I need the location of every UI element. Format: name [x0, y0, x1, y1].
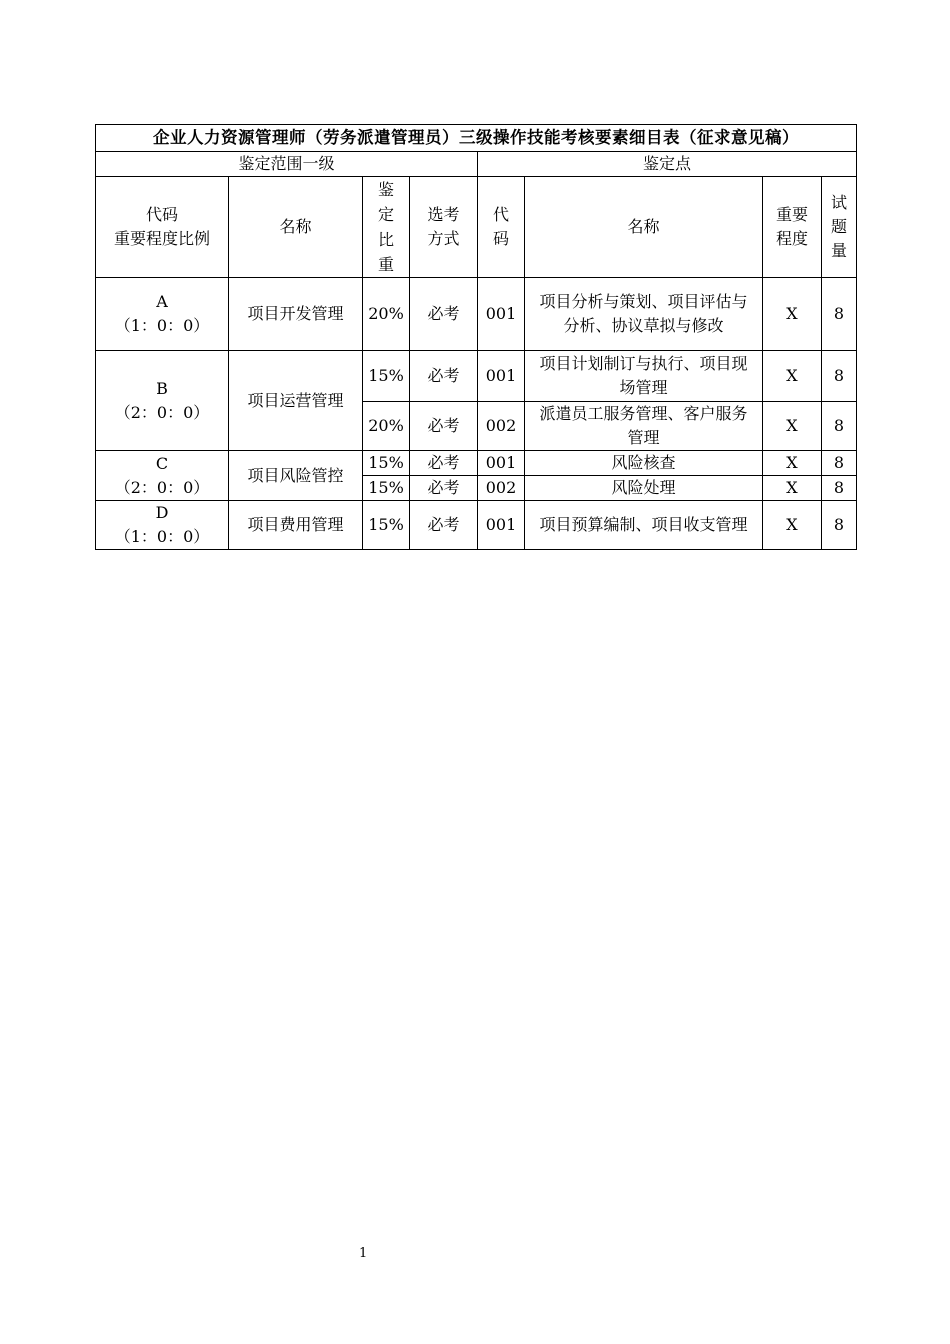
- header-weight: [363, 177, 410, 278]
- row-point-code: 001: [478, 451, 525, 476]
- row-name: 项目风险管控: [229, 451, 363, 501]
- table-row: [96, 501, 857, 550]
- row-point-name: 项目预算编制、项目收支管理: [525, 501, 763, 550]
- row-exam-mode: 必考: [410, 402, 478, 451]
- row-point-code: 001: [478, 501, 525, 550]
- row-question-count: 8: [822, 451, 857, 476]
- row-point-name: 项目分析与策划、项目评估与分析、协议草拟与修改: [525, 278, 763, 351]
- row-code: A: [156, 292, 168, 311]
- row-name: 项目开发管理: [229, 278, 363, 351]
- row-point-name: 风险处理: [525, 476, 763, 501]
- row-point-code: 001: [478, 351, 525, 402]
- header-importance-line: 重要: [775, 205, 808, 224]
- row-weight: 20%: [363, 402, 410, 451]
- header-questions-char: 试: [830, 193, 847, 212]
- table-title: 企业人力资源管理师（劳务派遣管理员）三级操作技能考核要素细目表（征求意见稿）: [96, 125, 857, 152]
- header-weight-char: 鉴: [377, 180, 394, 199]
- header-point-code: [478, 177, 525, 278]
- header-point-code-char: 代: [492, 205, 509, 224]
- row-name: 项目费用管理: [229, 501, 363, 550]
- header-point-name: 名称: [525, 177, 763, 278]
- header-weight-char: 比: [377, 230, 394, 249]
- header-question-count: [822, 177, 857, 278]
- section-points-header: 鉴定点: [478, 152, 857, 177]
- header-ratio-label: 重要程度比例: [113, 229, 210, 248]
- row-code-cell: [96, 278, 229, 351]
- row-code-cell: [96, 501, 229, 550]
- row-code: C: [155, 453, 169, 473]
- row-name: 项目运营管理: [229, 351, 363, 451]
- row-ratio: （2：0：0）: [114, 402, 210, 422]
- table-row: [96, 278, 857, 351]
- row-importance: X: [763, 476, 822, 501]
- row-ratio: （1：0：0）: [114, 316, 210, 335]
- header-questions-char: 量: [830, 241, 847, 260]
- row-point-code: 001: [478, 278, 525, 351]
- row-ratio: （2：0：0）: [114, 477, 210, 497]
- row-exam-mode: 必考: [410, 476, 478, 501]
- row-exam-mode: 必考: [410, 278, 478, 351]
- row-importance: X: [763, 351, 822, 402]
- row-weight: 15%: [363, 476, 410, 501]
- row-point-name: 风险核查: [525, 451, 763, 476]
- header-name: 名称: [229, 177, 363, 278]
- section-scope-header: 鉴定范围一级: [96, 152, 478, 177]
- row-code: B: [156, 378, 168, 398]
- row-exam-mode: 必考: [410, 351, 478, 402]
- row-exam-mode: 必考: [410, 501, 478, 550]
- table-row: [96, 451, 857, 476]
- header-point-code-char: 码: [492, 229, 509, 248]
- row-importance: X: [763, 402, 822, 451]
- header-code-label: 代码: [145, 205, 178, 224]
- row-code-cell: [96, 451, 229, 501]
- row-point-code: 002: [478, 476, 525, 501]
- row-weight: 15%: [363, 451, 410, 476]
- row-point-name: 派遣员工服务管理、客户服务管理: [525, 402, 763, 451]
- assessment-table: [95, 124, 857, 550]
- header-exam-line: 选考: [427, 205, 460, 224]
- table-row: [96, 351, 857, 402]
- header-questions-char: 题: [830, 217, 847, 236]
- row-code: D: [155, 503, 169, 522]
- header-importance: [763, 177, 822, 278]
- row-exam-mode: 必考: [410, 451, 478, 476]
- header-weight-char: 重: [377, 255, 394, 274]
- row-code-cell: [96, 351, 229, 451]
- row-question-count: 8: [822, 501, 857, 550]
- header-weight-char: 定: [377, 205, 394, 224]
- header-exam-mode: [410, 177, 478, 278]
- row-question-count: 8: [822, 476, 857, 501]
- row-weight: 20%: [363, 278, 410, 351]
- row-weight: 15%: [363, 501, 410, 550]
- row-point-name: 项目计划制订与执行、项目现场管理: [525, 351, 763, 402]
- row-ratio: （1：0：0）: [114, 527, 210, 546]
- row-weight: 15%: [363, 351, 410, 402]
- row-point-code: 002: [478, 402, 525, 451]
- header-exam-line: 方式: [427, 229, 460, 248]
- header-code: [96, 177, 229, 278]
- row-importance: X: [763, 501, 822, 550]
- page-number: 1: [359, 1246, 368, 1261]
- row-question-count: 8: [822, 278, 857, 351]
- row-question-count: 8: [822, 351, 857, 402]
- row-importance: X: [763, 451, 822, 476]
- row-question-count: 8: [822, 402, 857, 451]
- header-importance-line: 程度: [775, 229, 808, 248]
- row-importance: X: [763, 278, 822, 351]
